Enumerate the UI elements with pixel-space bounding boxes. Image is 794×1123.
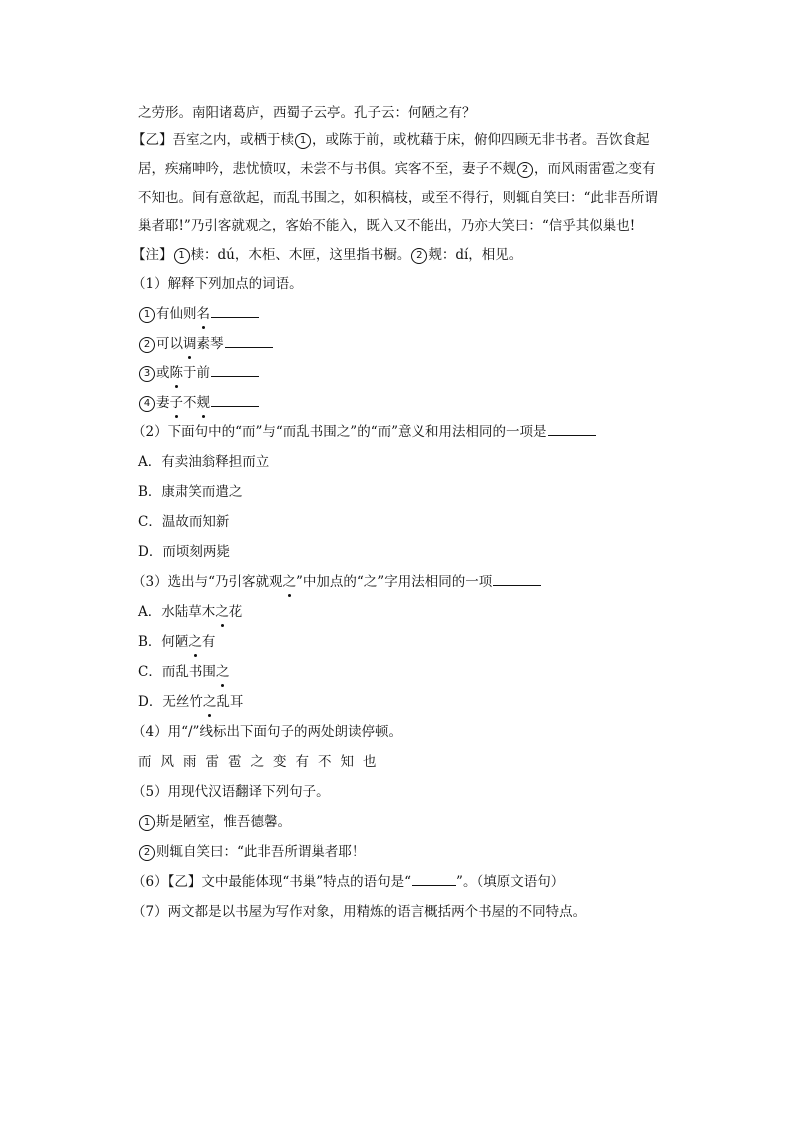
dotted-word: 觌 bbox=[196, 395, 210, 411]
circled-number-1: 1 bbox=[174, 248, 190, 264]
q4-stem: （4）用“/”线标出下面句子的两处朗读停顿。 bbox=[132, 724, 402, 740]
answer-blank[interactable] bbox=[211, 363, 259, 377]
dotted-word: 调 bbox=[183, 336, 197, 352]
circled-number-1: 1 bbox=[295, 133, 311, 149]
q2-option-a[interactable]: A．有卖油翁释担而立 bbox=[138, 454, 270, 470]
q1-item-4: 4 妻子不觌 bbox=[138, 393, 259, 413]
answer-blank[interactable] bbox=[211, 393, 259, 407]
q3-option-a[interactable]: A．水陆草木之花 bbox=[138, 604, 243, 620]
answer-blank[interactable] bbox=[493, 572, 541, 586]
circled-number-2: 2 bbox=[139, 337, 155, 353]
passage-line-1: 之劳形。南阳诸葛庐，西蜀子云亭。孔子云：何陋之有？ bbox=[138, 105, 476, 121]
q6-stem: （6）【乙】文中最能体现“书巢”特点的语句是“ ”。（填原文语句） bbox=[132, 874, 565, 890]
dotted-word: 之 bbox=[215, 604, 229, 620]
answer-blank[interactable] bbox=[548, 422, 596, 436]
q1-stem: （1）解释下列加点的词语。 bbox=[132, 276, 303, 292]
dotted-word: 之 bbox=[188, 634, 202, 650]
q5-sentence-1: 1 斯是陋室，惟吾德馨。 bbox=[138, 812, 291, 832]
circled-number-4: 4 bbox=[139, 396, 155, 412]
circled-number-1: 1 bbox=[139, 307, 155, 323]
passage-line-2: 【乙】吾室之内，或栖于椟 1 ，或陈于前，或枕藉于床，俯仰四顾无非书者。吾饮食起 bbox=[132, 132, 650, 148]
q4-sentence[interactable]: 而风雨雷雹之变有不知也 bbox=[138, 754, 386, 770]
circled-number-2: 2 bbox=[517, 162, 533, 178]
q5-stem: （5）用现代汉语翻译下列句子。 bbox=[132, 784, 330, 800]
circled-number-1: 1 bbox=[139, 815, 155, 831]
circled-number-2: 2 bbox=[139, 845, 155, 861]
circled-number-3: 3 bbox=[139, 366, 155, 382]
passage-line-4: 不知也。间有意欲起，而乱书围之，如积槁枝，或至不得行，则辄自笑曰：“此非吾所谓 bbox=[138, 190, 658, 206]
passage-note: 【注】 1 椟：dú，木柜、木匣，这里指书橱。 2 觌：dí，相见。 bbox=[132, 247, 523, 263]
q1-item-2: 2 可以调素琴 bbox=[138, 334, 273, 354]
dotted-word: 子 bbox=[169, 395, 183, 411]
q2-option-d[interactable]: D．而顷刻两毙 bbox=[138, 544, 230, 560]
q3-option-c[interactable]: C．而乱书围之 bbox=[138, 664, 230, 680]
q1-item-1: 1 有仙则名 bbox=[138, 304, 259, 324]
circled-number-2: 2 bbox=[411, 248, 427, 264]
q3-option-b[interactable]: B．何陋之有 bbox=[138, 634, 216, 650]
dotted-word: 之 bbox=[202, 694, 217, 710]
dotted-word: 之 bbox=[215, 664, 230, 680]
passage-line-5: 巢者耶!”乃引客就观之，客始不能入，既入又不能出，乃亦大笑曰：“信乎其似巢也! bbox=[138, 218, 636, 234]
q2-stem: （2）下面句中的“而”与“而乱书围之”的“而”意义和用法相同的一项是 bbox=[132, 422, 596, 442]
q3-stem: （3）选出与“乃引客就观之”中加点的“之”字用法相同的一项 bbox=[132, 572, 541, 592]
answer-blank[interactable] bbox=[225, 334, 273, 348]
q2-option-c[interactable]: C．温故而知新 bbox=[138, 514, 230, 530]
dotted-word: 名 bbox=[196, 306, 210, 322]
dotted-word: 之 bbox=[282, 574, 296, 590]
passage-yi-tag: 【乙】 bbox=[132, 132, 173, 148]
q7-stem: （7）两文都是以书屋为写作对象，用精炼的语言概括两个书屋的不同特点。 bbox=[132, 904, 587, 920]
note-tag: 【注】 bbox=[132, 247, 173, 263]
q3-option-d[interactable]: D．无丝竹之乱耳 bbox=[138, 694, 244, 710]
answer-blank[interactable] bbox=[412, 872, 456, 886]
q1-item-3: 3 或陈于前 bbox=[138, 363, 259, 383]
passage-line-3: 居，疾痛呻吟，悲忧愤叹，未尝不与书俱。宾客不至，妻子不觌 2 ，而风雨雷雹之变有 bbox=[138, 161, 656, 177]
q5-sentence-2: 2 则辄自笑曰：“此非吾所谓巢者耶！ bbox=[138, 842, 365, 862]
answer-blank[interactable] bbox=[211, 304, 259, 318]
dotted-word: 陈 bbox=[169, 365, 183, 381]
q2-option-b[interactable]: B．康肃笑而遣之 bbox=[138, 484, 243, 500]
